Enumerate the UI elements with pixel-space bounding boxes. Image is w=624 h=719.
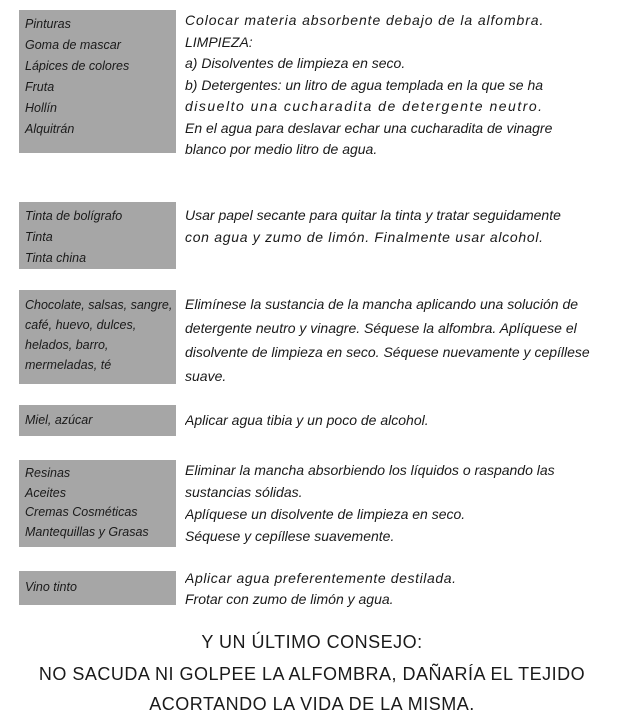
stain-label: Tinta china — [25, 251, 87, 265]
stain-box-2 — [19, 202, 176, 269]
advice-heading: Y UN ÚLTIMO CONSEJO: — [201, 632, 423, 652]
treatment-line: a) Disolventes de limpieza en seco. — [185, 55, 406, 71]
treatment-line: Elimínese la sustancia de la mancha aplicando una solución de — [185, 296, 579, 312]
treatment-line: Aplíquese un disolvente de limpieza en seco. — [185, 506, 466, 522]
treatment-text-6 — [185, 568, 617, 610]
treatment-line: Colocar materia absorbente debajo de la alfombra. — [185, 12, 545, 28]
treatment-line: Séquese y cepíllese suavemente. — [185, 528, 395, 544]
stain-label: mermeladas, té — [25, 358, 112, 372]
stain-box-1 — [19, 10, 176, 153]
treatment-line: b) Detergentes: un litro de agua templada en la que se ha — [185, 76, 544, 93]
stain-label: café, huevo, dulces, — [25, 318, 137, 332]
treatment-text-5 — [185, 459, 617, 547]
stain-box-6 — [19, 571, 176, 605]
stain-label: Hollín — [25, 101, 57, 115]
stain-box-5 — [19, 460, 176, 547]
stain-label: Alquitrán — [25, 122, 75, 136]
treatment-line: Aplicar agua preferentemente destilada. — [185, 570, 457, 586]
stain-label: Lápices de colores — [25, 59, 130, 73]
treatment-text-2 — [185, 204, 617, 248]
final-advice — [0, 632, 624, 719]
stain-label: Tinta de bolígrafo — [25, 209, 123, 223]
treatment-line: suave. — [185, 368, 227, 384]
stain-box-4 — [19, 405, 176, 436]
treatment-line: con agua y zumo de limón. Finalmente usar alcohol. — [185, 229, 544, 245]
advice-line: NO SACUDA NI GOLPEE LA ALFOMBRA, DAÑARÍA EL TEJIDO — [38, 664, 586, 684]
treatment-line: Usar papel secante para quitar la tinta y tratar seguidamente — [185, 207, 561, 223]
stain-label: Fruta — [25, 80, 55, 94]
treatment-line: disolvente de limpieza en seco. Séquese nuevamente y cepíllese — [185, 344, 590, 360]
stain-label: helados, barro, — [25, 338, 109, 352]
treatment-line: blanco por medio litro de agua. — [185, 141, 378, 157]
stain-label: Mantequillas y Grasas — [25, 524, 149, 539]
treatment-text-4 — [185, 409, 617, 431]
stain-label: Cremas Cosméticas — [25, 505, 138, 519]
treatment-line: Aplicar agua tibia y un poco de alcohol. — [185, 412, 429, 428]
stain-label: Tinta — [25, 230, 53, 244]
treatment-text-1 — [185, 10, 617, 161]
treatment-line: sustancias sólidas. — [185, 484, 303, 500]
treatment-line: Eliminar la mancha absorbiendo los líquidos o raspando las — [185, 462, 555, 478]
treatment-line: Frotar con zumo de limón y agua. — [185, 591, 394, 607]
stain-label: Resinas — [25, 466, 71, 480]
advice-line: ACORTANDO LA VIDA DE LA MISMA. — [149, 694, 475, 714]
stain-box-3 — [19, 290, 176, 384]
stain-label: Goma de mascar — [25, 38, 121, 52]
treatment-text-3 — [185, 292, 617, 388]
stain-label: Aceites — [25, 485, 66, 500]
treatment-line: detergente neutro y vinagre. Séquese la alfombra. Aplíquese el — [185, 320, 577, 336]
stain-label: Vino tinto — [25, 580, 77, 594]
stain-label: Miel, azúcar — [25, 413, 93, 427]
treatment-line: En el agua para deslavar echar una cucharadita de vinagre — [185, 119, 553, 136]
treatment-line: LIMPIEZA: — [185, 33, 253, 50]
stain-label: Pinturas — [25, 17, 71, 31]
treatment-line: disuelto una cucharadita de detergente neutro. — [185, 98, 544, 114]
stain-label: Chocolate, salsas, sangre, — [25, 298, 173, 312]
